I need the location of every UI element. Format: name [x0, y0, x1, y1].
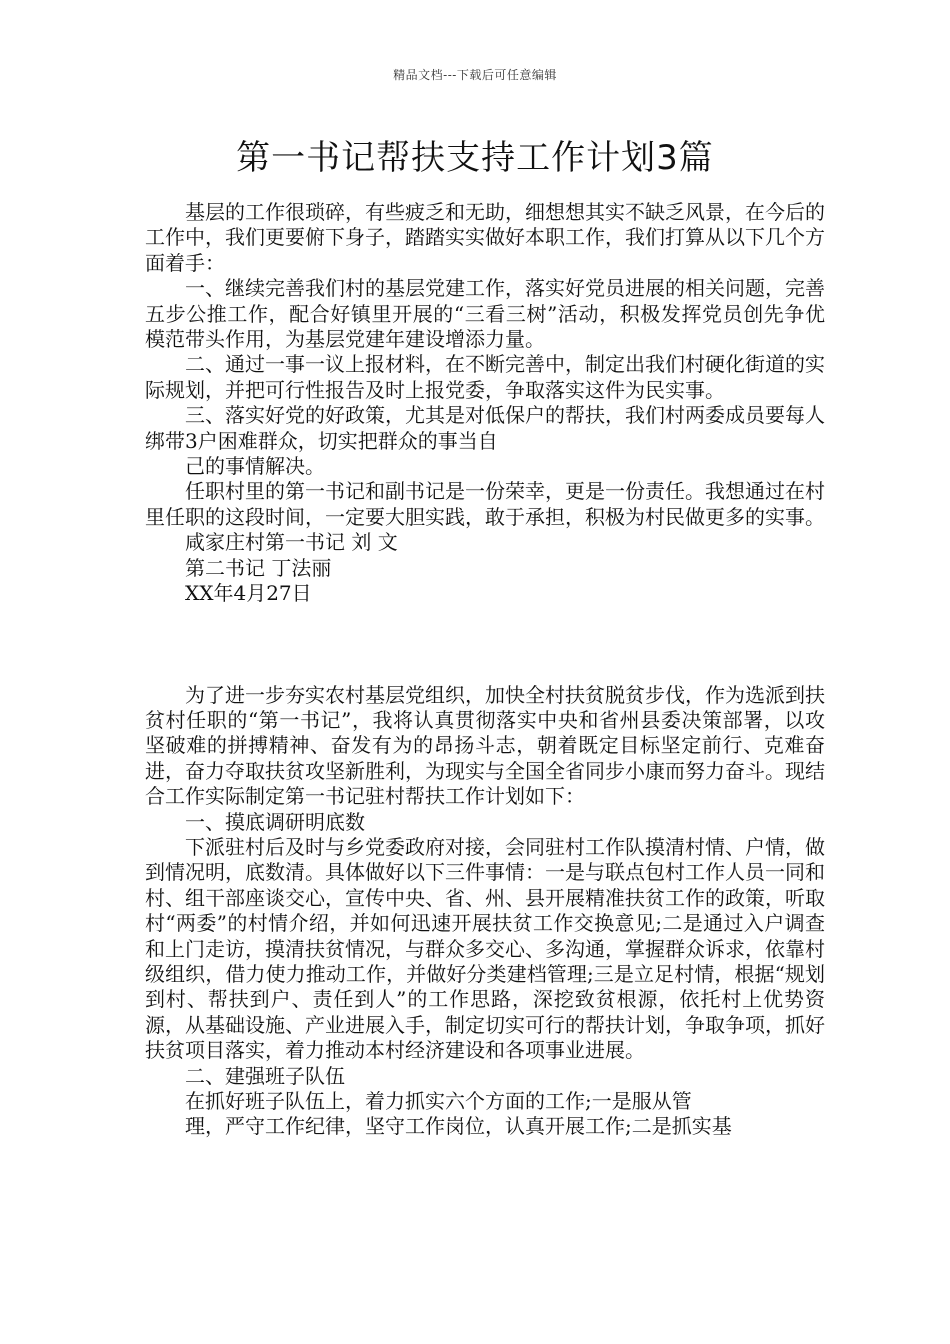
section-heading: 二、建强班子队伍 [185, 1063, 345, 1088]
paragraph: 三、落实好党的好政策，尤其是对低保户的帮扶，我们村两委成员要每人绑带3户困难群众，切实把群众的事当自 [145, 403, 825, 453]
signature-line: 第二书记 丁法丽 [185, 555, 332, 580]
date-line: XX年4月27日 [185, 581, 312, 606]
paragraph: 理，严守工作纪律，坚守工作岗位，认真开展工作;二是抓实基 [185, 1114, 732, 1139]
page-title: 第一书记帮扶支持工作计划3篇 [236, 138, 714, 178]
paragraph: 任职村里的第一书记和副书记是一份荣幸，更是一份责任。我想通过在村里任职的这段时间，一定要大胆实践，敢于承担，积极为村民做更多的实事。 [145, 479, 825, 529]
section-heading: 一、摸底调研明底数 [185, 809, 365, 834]
signature-line: 咸家庄村第一书记 刘 文 [185, 530, 398, 555]
paragraph: 一、继续完善我们村的基层党建工作，落实好党员进展的相关问题，完善五步公推工作，配合好镇里开展的“三看三树”活动，积极发挥党员创先争优模范带头作用，为基层党建年建设增添力量。 [145, 276, 825, 352]
paragraph: 基层的工作很琐碎，有些疲乏和无助，细想想其实不缺乏风景，在今后的工作中，我们更要俯下身子，踏踏实实做好本职工作，我们打算从以下几个方面着手： [145, 200, 825, 275]
section-spacer [145, 607, 825, 683]
paragraph: 二、通过一事一议上报材料，在不断完善中，制定出我们村硬化街道的实际规划，并把可行性报告及时上报党委，争取落实这件为民实事。 [145, 352, 825, 402]
paragraph: 在抓好班子队伍上，着力抓实六个方面的工作;一是服从管 [185, 1089, 692, 1113]
paragraph: 下派驻村后及时与乡党委政府对接，会同驻村工作队摸清村情、户情，做到情况明，底数清。具体做好以下三件事情：一是与联点包村工作人员一同和村、组干部座谈交心，宣传中央、省、州、县开展精准扶贫工作的政策，听取村“两委”的村情介绍，并如何迅速开展扶贫工作交换意见;二是通过入户调查和上门走访，摸清扶贫情况，与群众多交心、多沟通，掌握群众诉求，依靠村级组织，借力使力推动工作，并做好分类建档管理;三是立足村情，根据“规划到村、帮扶到户、责任到人”的工作思路，深挖致贫根源，依托村上优势资源，从基础设施、产业进展入手，制定切实可行的帮扶计划，争取争项，抓好扶贫项目落实，着力推动本村经济建设和各项事业进展。 [145, 834, 825, 1063]
paragraph: 为了进一步夯实农村基层党组织，加快全村扶贫脱贫步伐，作为选派到扶贫村任职的“第一书记”，我将认真贯彻落实中央和省州县委决策部署，以攻坚破难的拼搏精神、奋发有为的昂扬斗志，朝着既定目标坚定前行、克难奋进，奋力夺取扶贫攻坚新胜利，为现实与全国全省同步小康而努力奋斗。现结合工作实际制定第一书记驻村帮扶工作计划如下： [145, 682, 825, 809]
header-note: 精品文档---下载后可任意编辑 [393, 68, 557, 82]
document-body [145, 200, 825, 1140]
paragraph: 己的事情解决。 [185, 454, 325, 479]
